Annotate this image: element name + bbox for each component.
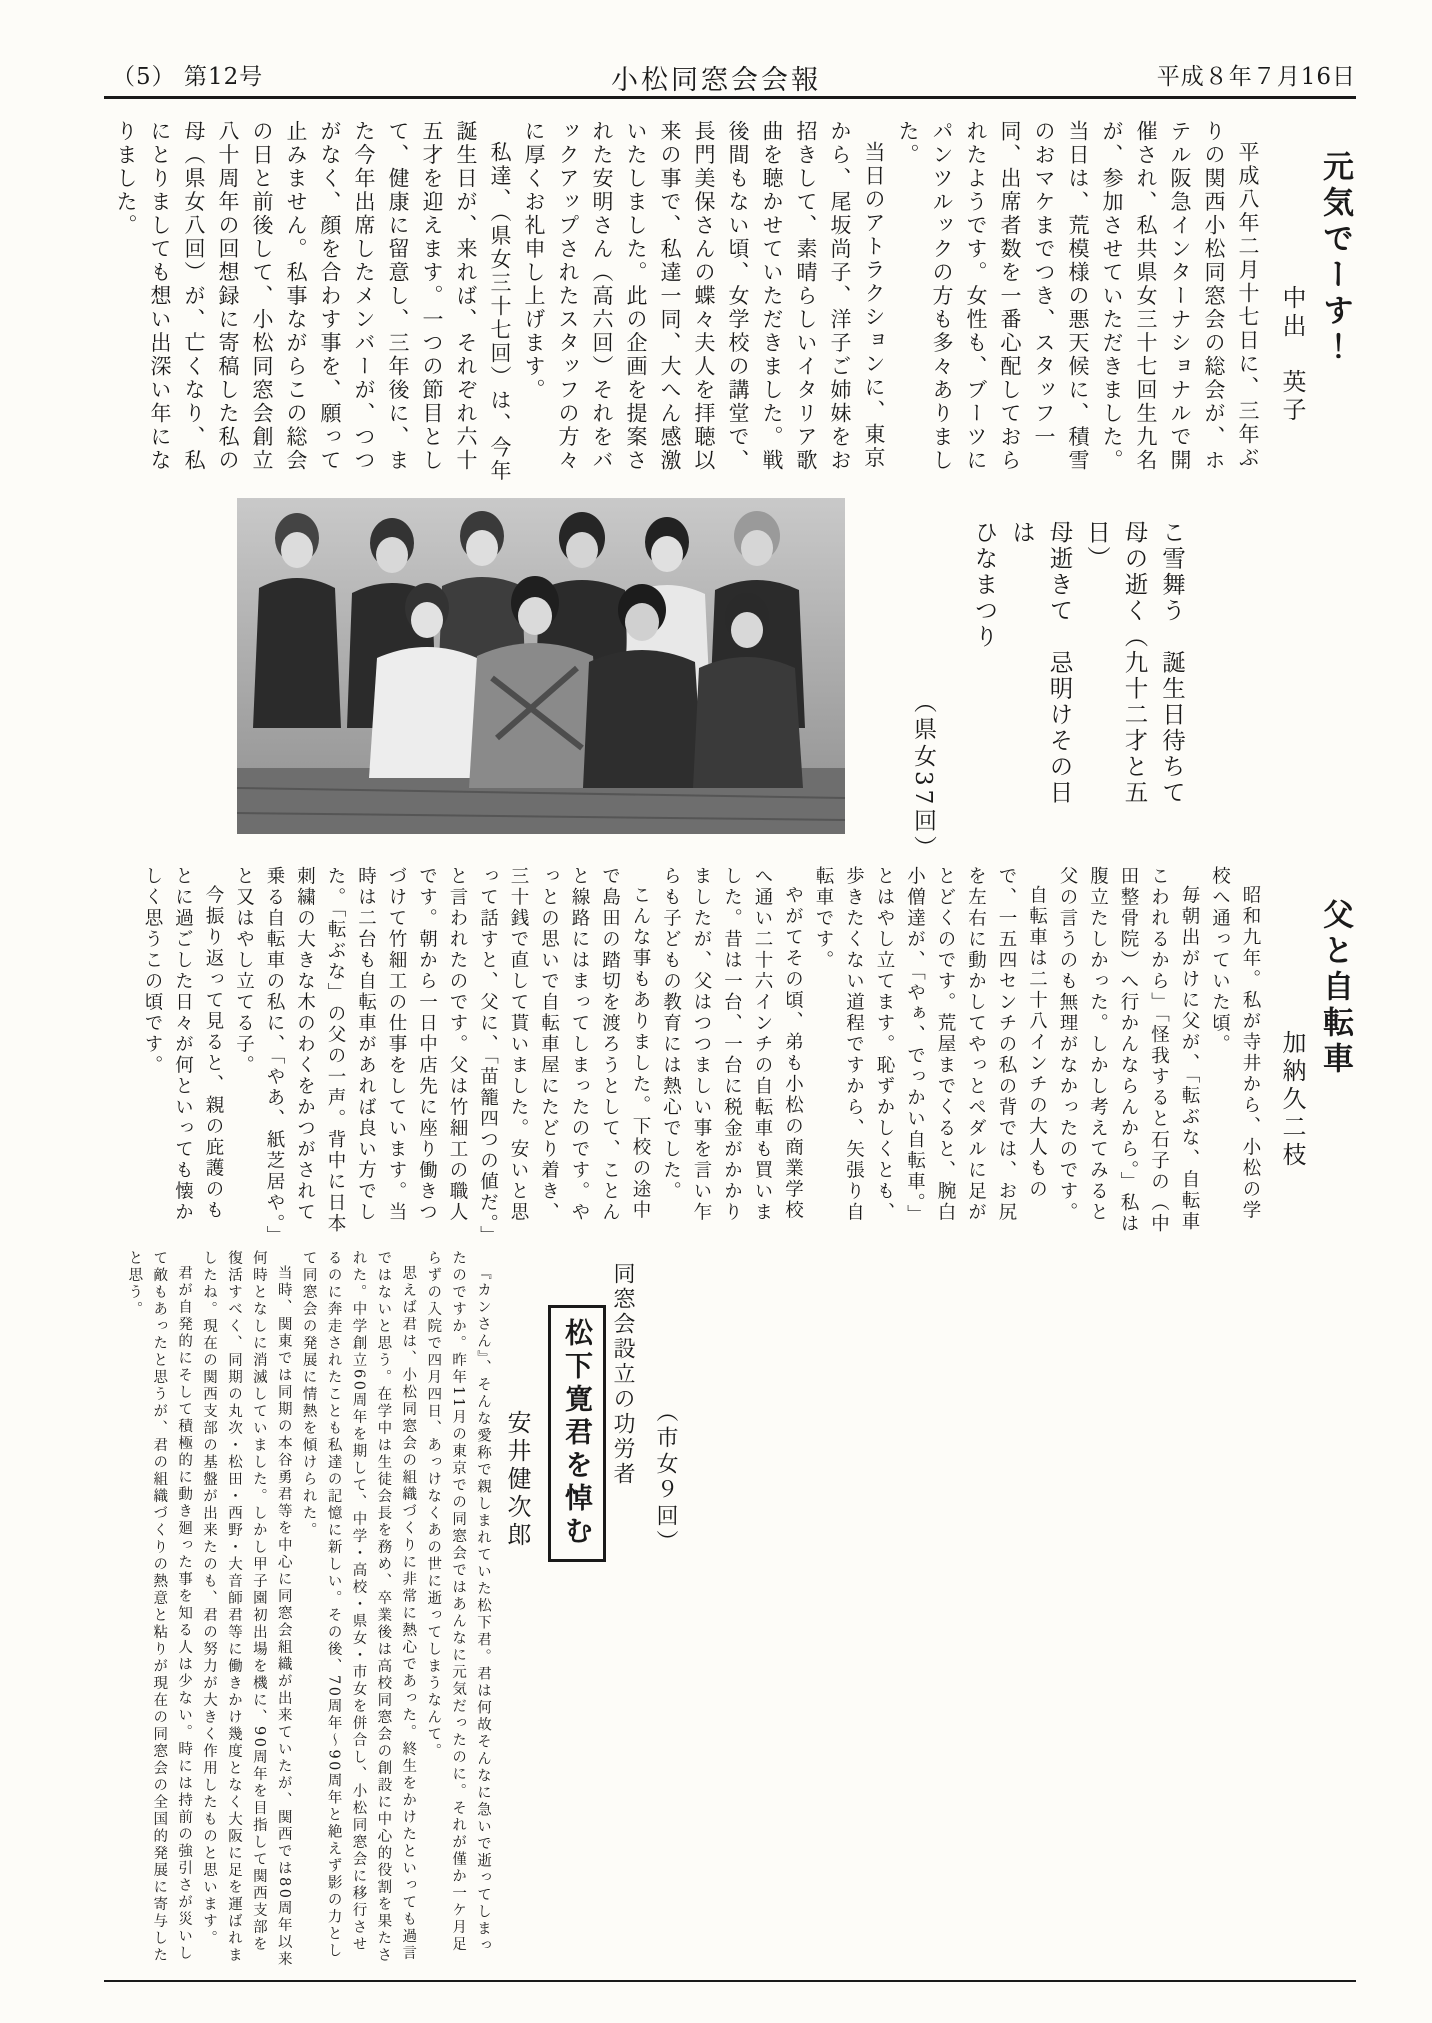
article-author: 加納久二枝 (1278, 1030, 1306, 1170)
article-body (105, 120, 1265, 492)
article-author: 安井健次郎 (503, 1410, 531, 1550)
footer-rule (104, 1980, 1356, 1982)
poem (970, 520, 1190, 820)
paragraph: こんな事もありました。下校の途中で島田の踏切を渡ろうとして、ことんと線路にはまってしまったのです。やっとの思いで自転車屋にたどり着き、三十銭で直して貰いました。安いと思って話すと、父に、「苗籠四つの値だ。」と言われたのです。父は竹細工の職人です。朝から一日中店先に座り働きつづけて竹細工の仕事をしています。当時は二台も自転車があれば良い方でした。「転ぶな」の父の一声。背中に日本刺繍の大きな木のわくをかつがされて乗る自転車の私に、「やあ、紙芝居や。」と又はやし立てる子。 (233, 866, 651, 1238)
article-author: 中出 英子 (1278, 285, 1306, 425)
paragraph: 今振り返って見ると、親の庇護のもとに過ごした日々が何といっても懐かしく思うこの頃です。 (142, 866, 224, 1223)
issue-number: （5） 第12号 (112, 64, 264, 90)
poem-line: 母逝きて 忌明けその日は (1008, 520, 1074, 806)
paragraph: 当日のアトラクションに、東京から、尾坂尚子、洋子ご姉妹をお招きして、素晴らしいイタリア歌曲を聴かせていただきました。戦後間もない頃、女学校の講堂で、長門美保さんの蝶々夫人を拝聴以来の事で、私達一同、大へん感激いたしました。此の企画を提案された安明さん（高六回）それをバックアップされたスタッフの方々に厚くお礼申し上げます。 (522, 120, 886, 473)
header-rule (104, 96, 1356, 99)
masthead: 小松同窓会会報 (611, 65, 821, 96)
group-photo (237, 498, 845, 834)
article-title: 父と自転車 (1317, 898, 1353, 1078)
article-signature: （県女37回） (910, 690, 936, 863)
paragraph: 昭和九年。私が寺井から、小松の学校へ通っていた頃。 (1209, 866, 1261, 1221)
paragraph: やがてその頃、弟も小松の商業学校へ通い二十六インチの自転車も買いました。昔は一台、一台に税金がかかりましたが、父はつつましい事を言い乍らも子どもの教育には熱心でした。 (660, 866, 804, 1223)
poem-line: ひなまつり (970, 520, 999, 650)
poem-line: こ雪舞う 誕生日待ちて (1158, 520, 1186, 806)
article-title: 元気でーす！ (1317, 150, 1353, 366)
paragraph: 思えば君は、小松同窓会の組織づくりに非常に熱心であった。終生をかけたといっても過言ではないと思う。在学中は生徒会長を務め、卒業後は高校同窓会の創設に中心的役割を果たされた。中学創立60周年を期して、中学・高校・県女・市女を併合し、小松同窓会に移行させるのに奔走されたことも私達の記憶に新しい。その後、70周年〜90周年と絶えず影の力として同窓会の発展に情熱を傾けられた。 (300, 1250, 417, 1964)
article-body (105, 1250, 495, 1970)
article-body (105, 866, 1265, 1238)
paragraph: 自転車は二十八インチの大人もので、一五四センチの私の背では、お尻を左右に動かしてやっとペダルに足がとどくのです。荒屋までくると、腕白小僧達が、「やぁ、でっかい自転車。」とはやし立てます。恥ずかしくとも、歩きたくない道程ですから、矢張り自転車です。 (813, 866, 1048, 1226)
paragraph: 『カンさん』、そんな愛称で親しまれていた松下君。君は何故そんなに急いで逝ってしまったのですか。昨年11月の東京での同窓会ではあんなに元気だったのに。それが僅か一ケ月足らずの入院で四月四日、あっけなくあの世に逝ってしまうなんて。 (425, 1250, 491, 1955)
paragraph: 当時、関東では同期の本谷勇君等を中心に同窓会組織が出来ていたが、関西では80周年以来何時となしに消滅していました。しかし甲子園初出場を機に、90周年を目指して関西支部を復活すべく、同期の丸次・松田・西野・大音師君等に働きかけ幾度となく大阪に足を運ばれましたね。現在の関西支部の基盤が出来たのも、君の努力が大きく作用したものと思います。 (201, 1250, 292, 1968)
poem-line: 母の逝く（九十二才と五日） (1083, 520, 1149, 806)
paragraph: 私達、（県女三十七回）は、今年誕生日が、来れば、それぞれ六十五才を迎えます。一つの節目として、健康に留意し、三年後に、また今年出席したメンバーが、つつがなく、顔を合わす事を、願って止みません。私事ながらこの総会の日と前後して、小松同窓会創立八十周年の回想録に寄稿した私の母（県女八回）が、亡くなり、私にとりましても想い出深い年になりました。 (114, 120, 512, 483)
article-subtitle: 同窓会設立の功労者 (610, 1262, 635, 1487)
paragraph: 平成八年二月十七日に、三年ぶりの関西小松同窓会の総会が、ホテル阪急インターナショナルで開催され、私共県女三十七回生九名が、参加させていただきました。当日は、荒模様の悪天候に、積雪のおマケまでつき、スタッフ一同、出席者数を一番心配しておられたようです。女性も、ブーツにパンツルックの方も多々ありました。 (896, 120, 1260, 473)
article-title-box: 松下寛君を悼む (548, 1305, 606, 1562)
issue-date: 平成８年７月16日 (1156, 64, 1356, 90)
article-signature: （市女９回） (653, 1400, 678, 1556)
paragraph: 毎朝出がけに父が、「転ぶな、自転車こわれるから」「怪我すると石子の（中田整骨院）へ行かんならんから。」私は腹立たしかった。しかし考えてみると父の言うのも無理がなかったのです。 (1057, 866, 1200, 1235)
paragraph: 君が自発的にそして積極的に動き廻った事を知る人は少ない。時には持前の強引さが災いして敵もあったと思うが、君の組織づくりの熱意と粘りが現在の同窓会の全国的発展に寄与したと思う。 (126, 1250, 193, 1964)
